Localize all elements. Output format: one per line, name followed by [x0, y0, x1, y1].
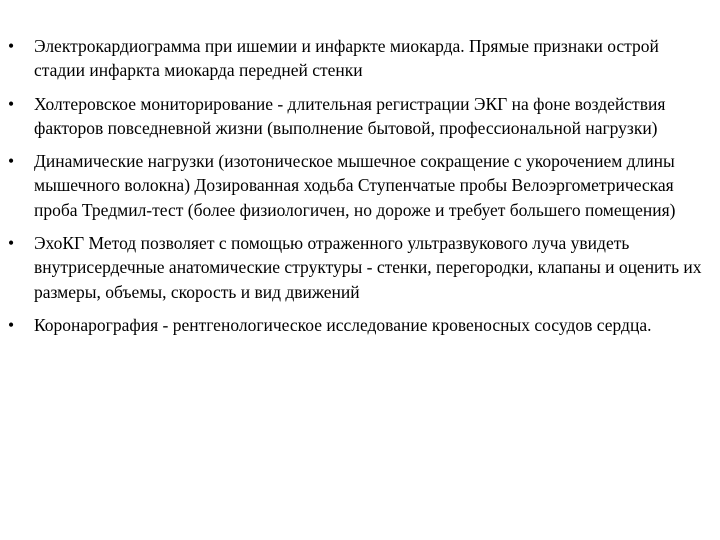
bullet-item-holter — [8, 92, 708, 141]
bullet-list — [8, 34, 708, 346]
bullet-item-echocg — [8, 231, 708, 304]
bullet-text: Холтеровское мониторирование - длительная регистрации ЭКГ на фоне воздействия факторов повседневной жизни (выполнение бытовой, профессиональной нагрузки) — [34, 93, 666, 138]
bullet-item-ecg — [8, 34, 708, 83]
bullet-icon: • — [8, 93, 15, 114]
bullet-item-dynamic-loads — [8, 149, 708, 222]
bullet-text: ЭхоКГ Метод позволяет с помощью отраженного ультразвукового луча увидеть внутрисердечные анатомические структуры - стенки, перегородки, клапаны и оценить их размеры, объемы, скорость и вид движений — [34, 233, 702, 302]
bullet-text: Коронарография - рентгенологическое исследование кровеносных сосудов сердца. — [34, 314, 652, 335]
bullet-icon: • — [8, 233, 15, 254]
bullet-icon: • — [8, 314, 15, 335]
bullet-text: Динамические нагрузки (изотоническое мышечное сокращение с укорочением длины мышечного волокна) Дозированная ходьба Ступенчатые пробы Велоэргометрическая проба Тредмил-тест (более физиологичен, но дороже и требует большего помещения) — [34, 151, 676, 220]
bullet-item-coronarography — [8, 313, 708, 337]
bullet-text: Электрокардиограмма при ишемии и инфаркте миокарда. Прямые признаки острой стадии инфаркта миокарда передней стенки — [34, 36, 659, 81]
bullet-icon: • — [8, 36, 15, 56]
bullet-icon: • — [8, 151, 15, 172]
